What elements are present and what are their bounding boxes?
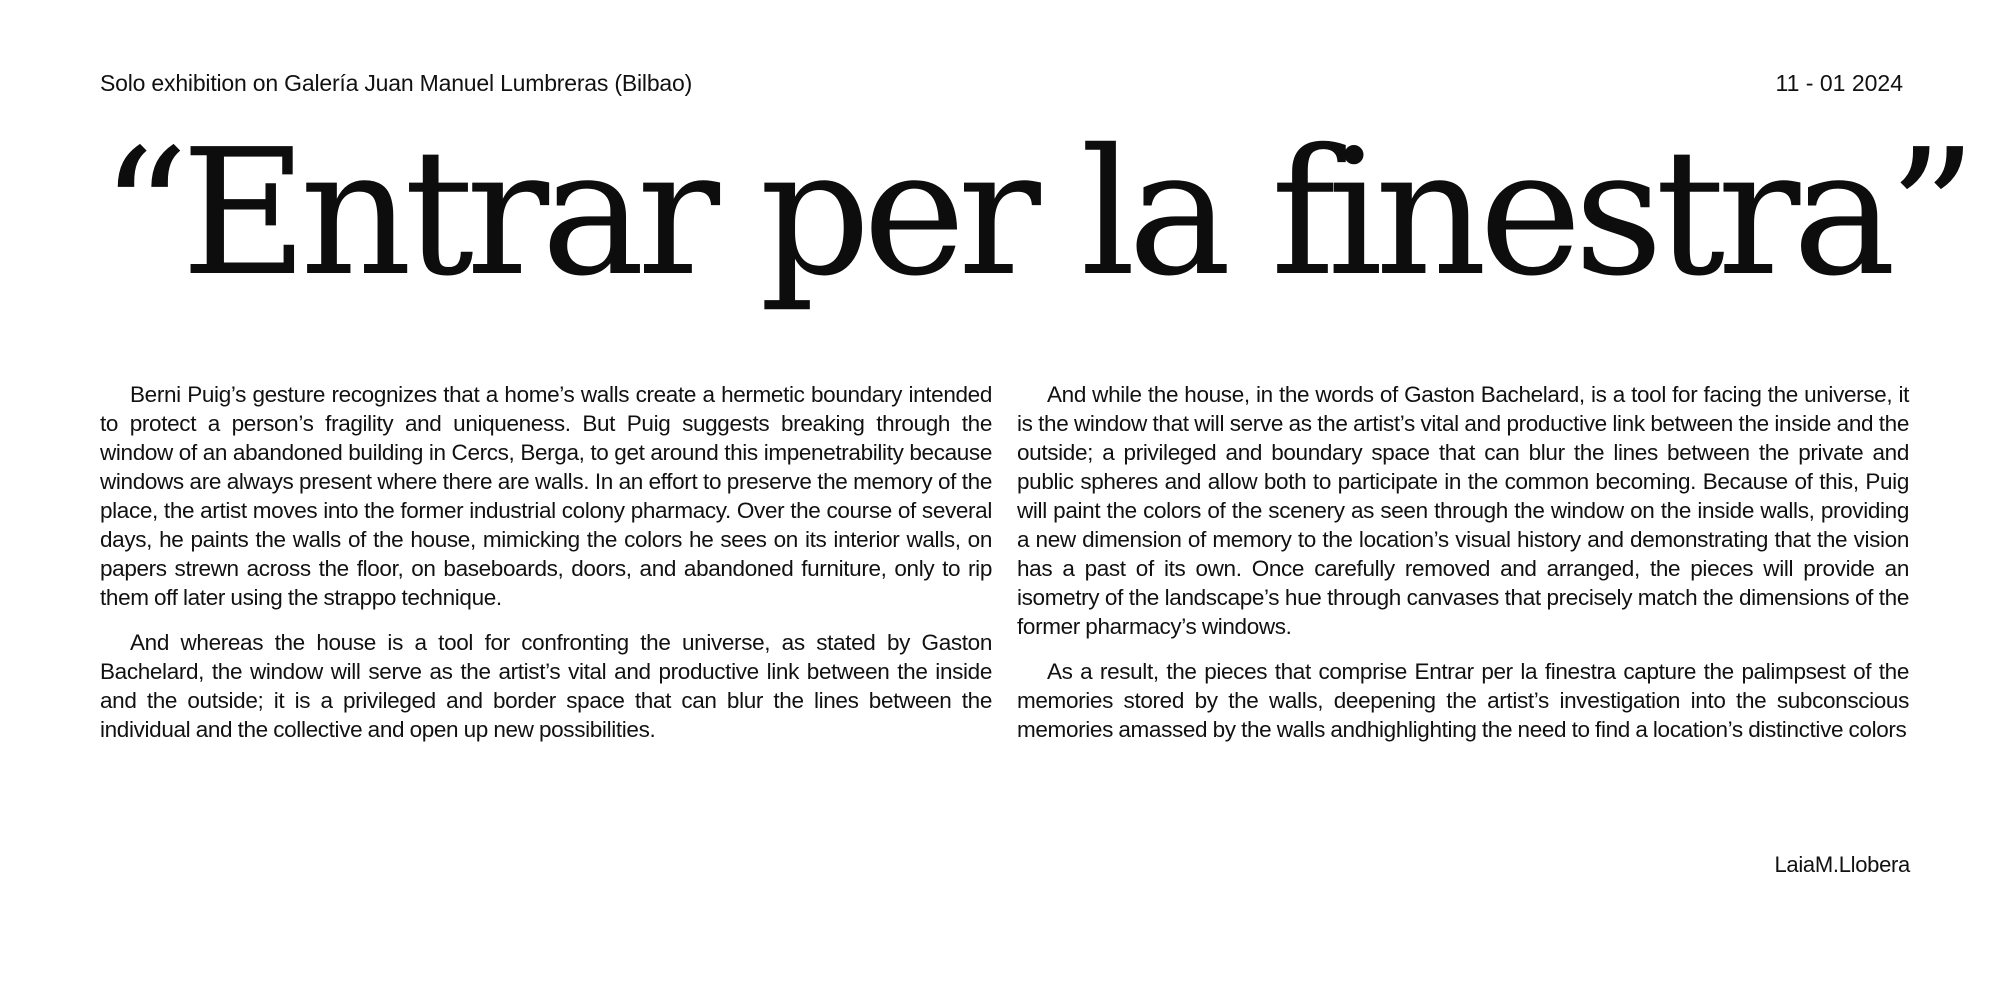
author-signature: LaiaM.Llobera bbox=[1774, 852, 1910, 877]
right-column bbox=[1017, 380, 1909, 760]
paragraph: Berni Puig’s gesture recognizes that a home’s walls create a hermetic boundary intended to protect a person’s fragility and uniqueness. But Puig suggests breaking through the window of an abandoned building in Cercs, Berga, to get around this impenetrability because windows are always present where there are walls. In an effort to preserve the memory of the place, the artist moves into the former industrial colony pharmacy. Over the course of several days, he paints the walls of the house, mimicking the colors he sees on its interior walls, on papers strewn across the floor, on baseboards, doors, and abandoned furniture, only to rip them off later using the strappo technique. bbox=[100, 382, 992, 610]
page-title: “Entrar per la finestra” bbox=[100, 112, 1970, 315]
exhibition-subtitle: Solo exhibition on Galería Juan Manuel Lumbreras (Bilbao) bbox=[100, 70, 693, 96]
paragraph: As a result, the pieces that comprise Entrar per la finestra capture the palimpsest of the memories stored by the walls, deepening the artist’s investigation into the subconscious memories amassed by the walls andhighlighting the need to find a location’s distinctive colors bbox=[1017, 659, 1909, 742]
paragraph: And whereas the house is a tool for confronting the universe, as stated by Gaston Bachelard, the window will serve as the artist’s vital and productive link between the inside and the outside; it is a privileged and border space that can blur the lines between the individual and the collective and open up new possibilities. bbox=[100, 630, 992, 742]
paragraph: And while the house, in the words of Gaston Bachelard, is a tool for facing the universe, it is the window that will serve as the artist’s vital and productive link between the inside and the outside; a privileged and boundary space that can blur the lines between the private and public spheres and allow both to participate in the common becoming. Because of this, Puig will paint the colors of the scenery as seen through the window on the inside walls, providing a new dimension of memory to the location’s visual history and demonstrating that the vision has a past of its own. Once carefully removed and arranged, the pieces will provide an isometry of the landscape’s hue through canvases that precisely match the dimensions of the former pharmacy’s windows. bbox=[1017, 382, 1909, 639]
left-column bbox=[100, 380, 992, 760]
publication-date: 11 - 01 2024 bbox=[1775, 70, 1903, 96]
article-body bbox=[100, 380, 1909, 760]
